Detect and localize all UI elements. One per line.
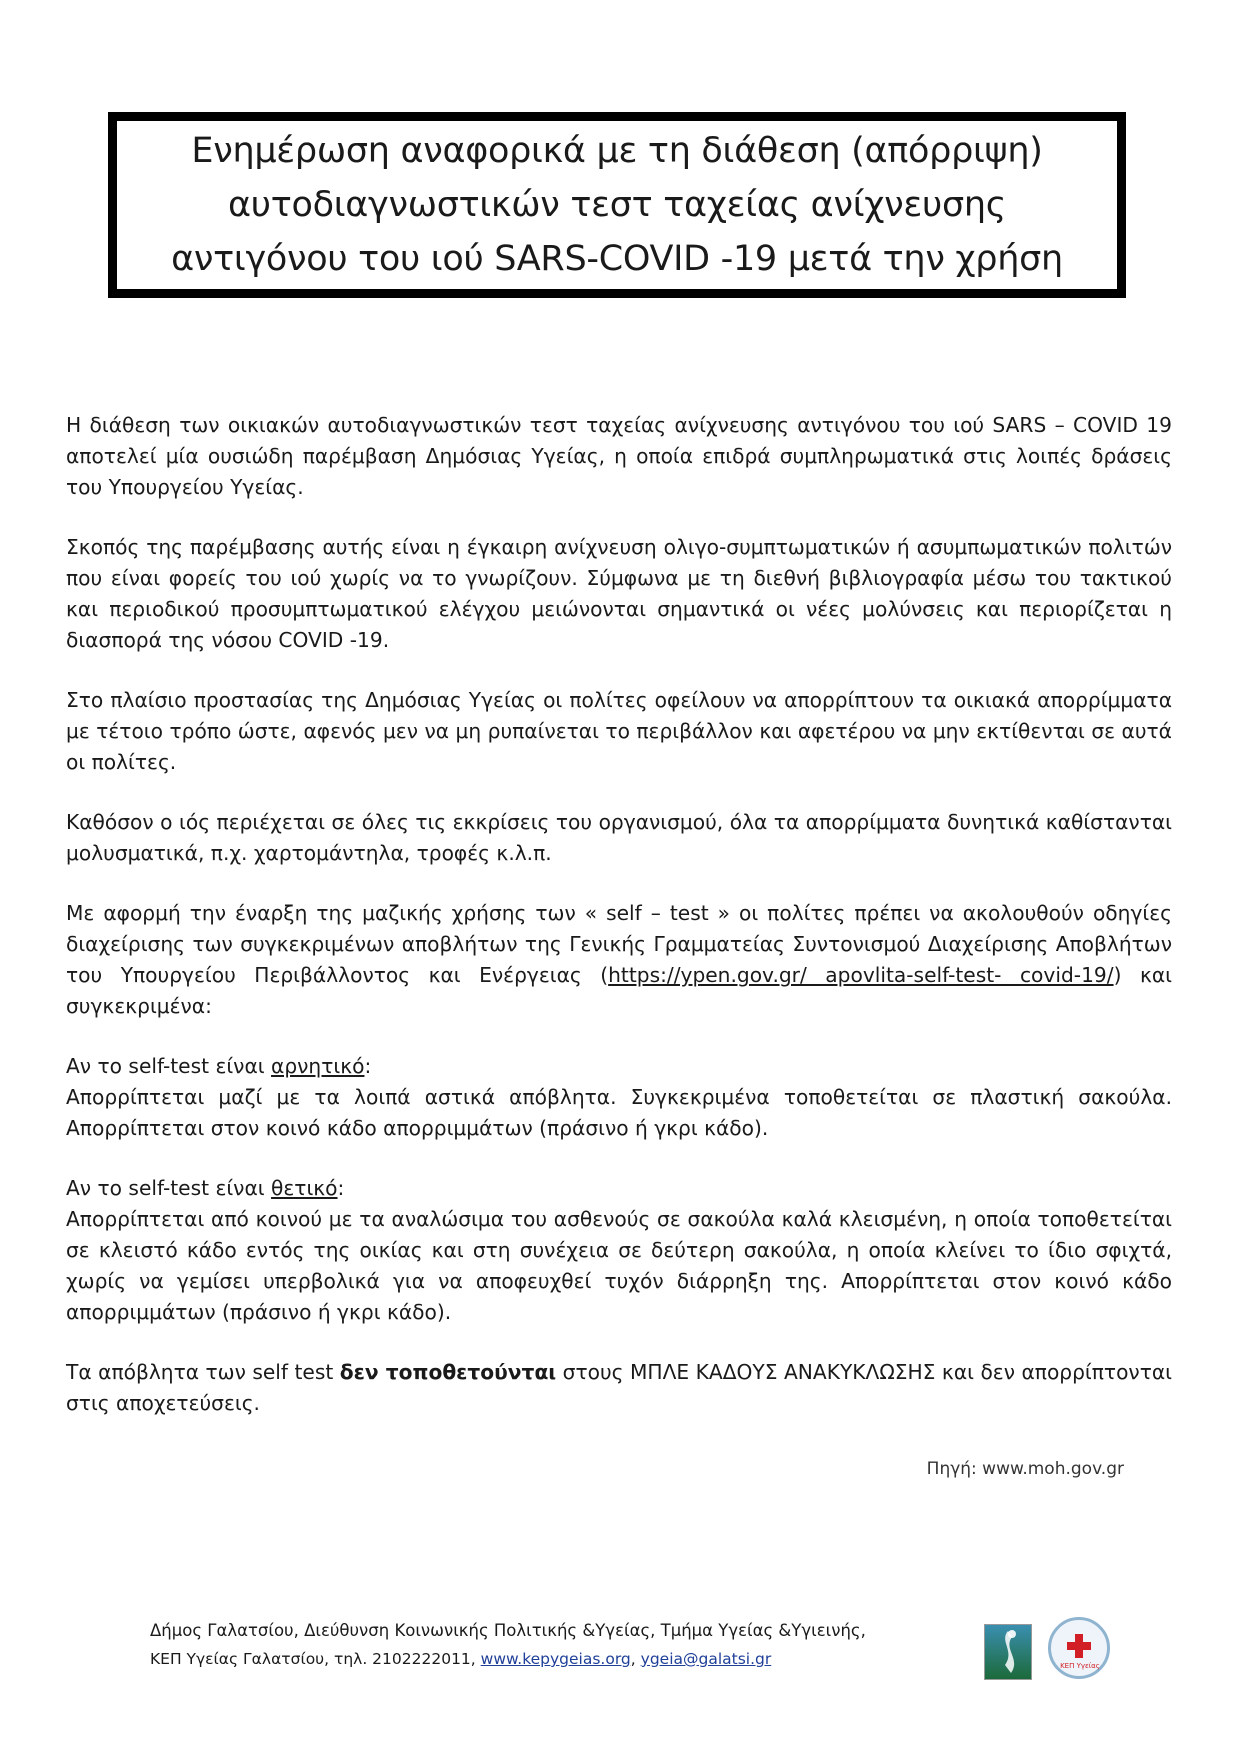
negative-section	[66, 1051, 1172, 1144]
paragraph-purpose: Σκοπός της παρέμβασης αυτής είναι η έγκαιρη ανίχνευση ολιγο-συμπτωματικών ή ασυμπωματικών πολιτών που είναι φορείς του ιού χωρίς να το γνωρίζουν. Σύμφωνα με τη διεθνή βιβλιογραφία μέσω του τακτικού και περιοδικού προσυμπτωματικού ελέγχου μειώνονται σημαντικά οι νέες μολύνσεις και περιορίζεται η διασπορά της νόσου COVID -19.	[66, 535, 1172, 652]
footer-contact: ΚΕΠ Υγείας Γαλατσίου, τηλ. 2102222011,	[150, 1650, 481, 1668]
positive-lead: Αν το self-test είναι	[66, 1176, 272, 1200]
title-line-3: αντιγόνου του ιού SARS-COVID -19 μετά την χρήση	[171, 239, 1063, 279]
paragraph-intro: Η διάθεση των οικιακών αυτοδιαγνωστικών τεστ ταχείας ανίχνευσης αντιγόνου του ιού SARS – COVID 19 αποτελεί μία ουσιώδη παρέμβαση Δημόσιας Υγείας, η οποία επιδρά συμπληρωματικά στις λοιπές δράσεις του Υπουργείου Υγείας.	[66, 413, 1172, 499]
paragraph-instructions	[66, 898, 1172, 1022]
footer-separator: ,	[630, 1650, 641, 1668]
positive-section	[66, 1173, 1172, 1328]
footer-line-1: Δήμος Γαλατσίου, Διεύθυνση Κοινωνικής Πολιτικής &Υγείας, Τμήμα Υγείας &Υγιεινής,	[150, 1621, 866, 1640]
kep-logo-text: ΚΕΠ Υγείας	[1060, 1662, 1100, 1670]
paragraph-protection: Στο πλαίσιο προστασίας της Δημόσιας Υγείας οι πολίτες οφείλουν να απορρίπτουν τα οικιακά απορρίμματα με τέτοιο τρόπο ώστε, αφενός μεν να μη ρυπαίνεται το περιβάλλον και αφετέρου να μην εκτίθενται σε αυτά οι πολίτες.	[66, 688, 1172, 774]
closing-bold: δεν τοποθετούνται	[339, 1360, 557, 1384]
footer-line-2	[150, 1645, 970, 1673]
ypen-link[interactable]: https://ypen.gov.gr/ apovlita-self-test- covid-19/	[608, 963, 1114, 987]
title-line-1: Ενημέρωση αναφορικά με τη διάθεση (απόρριψη)	[191, 131, 1043, 171]
closing-after: στους ΜΠΛΕ ΚΑΔΟΥΣ ΑΝΑΚΥΚΛΩΣΗΣ και δεν απορρίπτονται στις αποχετεύσεις.	[66, 1360, 1172, 1415]
negative-colon: :	[364, 1054, 372, 1078]
document-body	[66, 410, 1172, 1448]
email-link[interactable]: ygeia@galatsi.gr	[640, 1650, 772, 1668]
instructions-tail: ) και συγκεκριμένα:	[66, 963, 1172, 1018]
instructions-text: Με αφορμή την έναρξη της μαζικής χρήσης των « self – test » οι πολίτες πρέπει να ακολουθούν οδηγίες διαχείρισης των συγκεκριμένων αποβλήτων της Γενικής Γραμματείας Συντονισμού Διαχείρισης Αποβλήτων του Υπουργείου Περιβάλλοντος και Ενέργειας (	[66, 901, 1172, 987]
negative-word: αρνητικό	[271, 1054, 365, 1078]
kepygeias-link[interactable]: www.kepygeias.org	[480, 1650, 631, 1668]
positive-text: Απορρίπτεται από κοινού με τα αναλώσιμα του ασθενούς σε σακούλα καλά κλεισμένη, η οποία τοποθετείται σε κλειστό κάδο εντός της οικίας και στη συνέχεια σε δεύτερη σακούλα, η οποία κλείνει το ίδιο σφιχτά, χωρίς να γεμίσει υπερβολικά για να αποφευχθεί τυχόν διάρρηξη της. Απορρίπτεται στον κοινό κάδο απορριμμάτων (πράσινο ή γκρι κάδο).	[66, 1207, 1172, 1324]
title-line-2: αυτοδιαγνωστικών τεστ ταχείας ανίχνευσης	[228, 185, 1006, 225]
paragraph-secretions: Καθόσον ο ιός περιέχεται σε όλες τις εκκρίσεις του οργανισμού, όλα τα απορρίμματα δυνητικά καθίστανται μολυσματικά, π.χ. χαρτομάντηλα, τροφές κ.λ.π.	[66, 810, 1172, 865]
document-title	[171, 124, 1063, 286]
positive-word: θετικό	[271, 1176, 338, 1200]
paragraph-closing	[66, 1357, 1172, 1419]
closing-before: Τα απόβλητα των self test	[66, 1360, 340, 1384]
negative-lead: Αν το self-test είναι	[66, 1054, 272, 1078]
title-box	[108, 112, 1126, 298]
source-note: Πηγή: www.moh.gov.gr	[926, 1459, 1124, 1479]
kep-ygeias-logo-icon	[1048, 1617, 1110, 1679]
negative-text: Απορρίπτεται μαζί με τα λοιπά αστικά απόβλητα. Συγκεκριμένα τοποθετείται σε πλαστική σακούλα. Απορρίπτεται στον κοινό κάδο απορριμμάτων (πράσινο ή γκρι κάδο).	[66, 1085, 1172, 1140]
municipality-logo-icon	[984, 1624, 1032, 1680]
footer	[150, 1617, 970, 1673]
positive-colon: :	[337, 1176, 345, 1200]
